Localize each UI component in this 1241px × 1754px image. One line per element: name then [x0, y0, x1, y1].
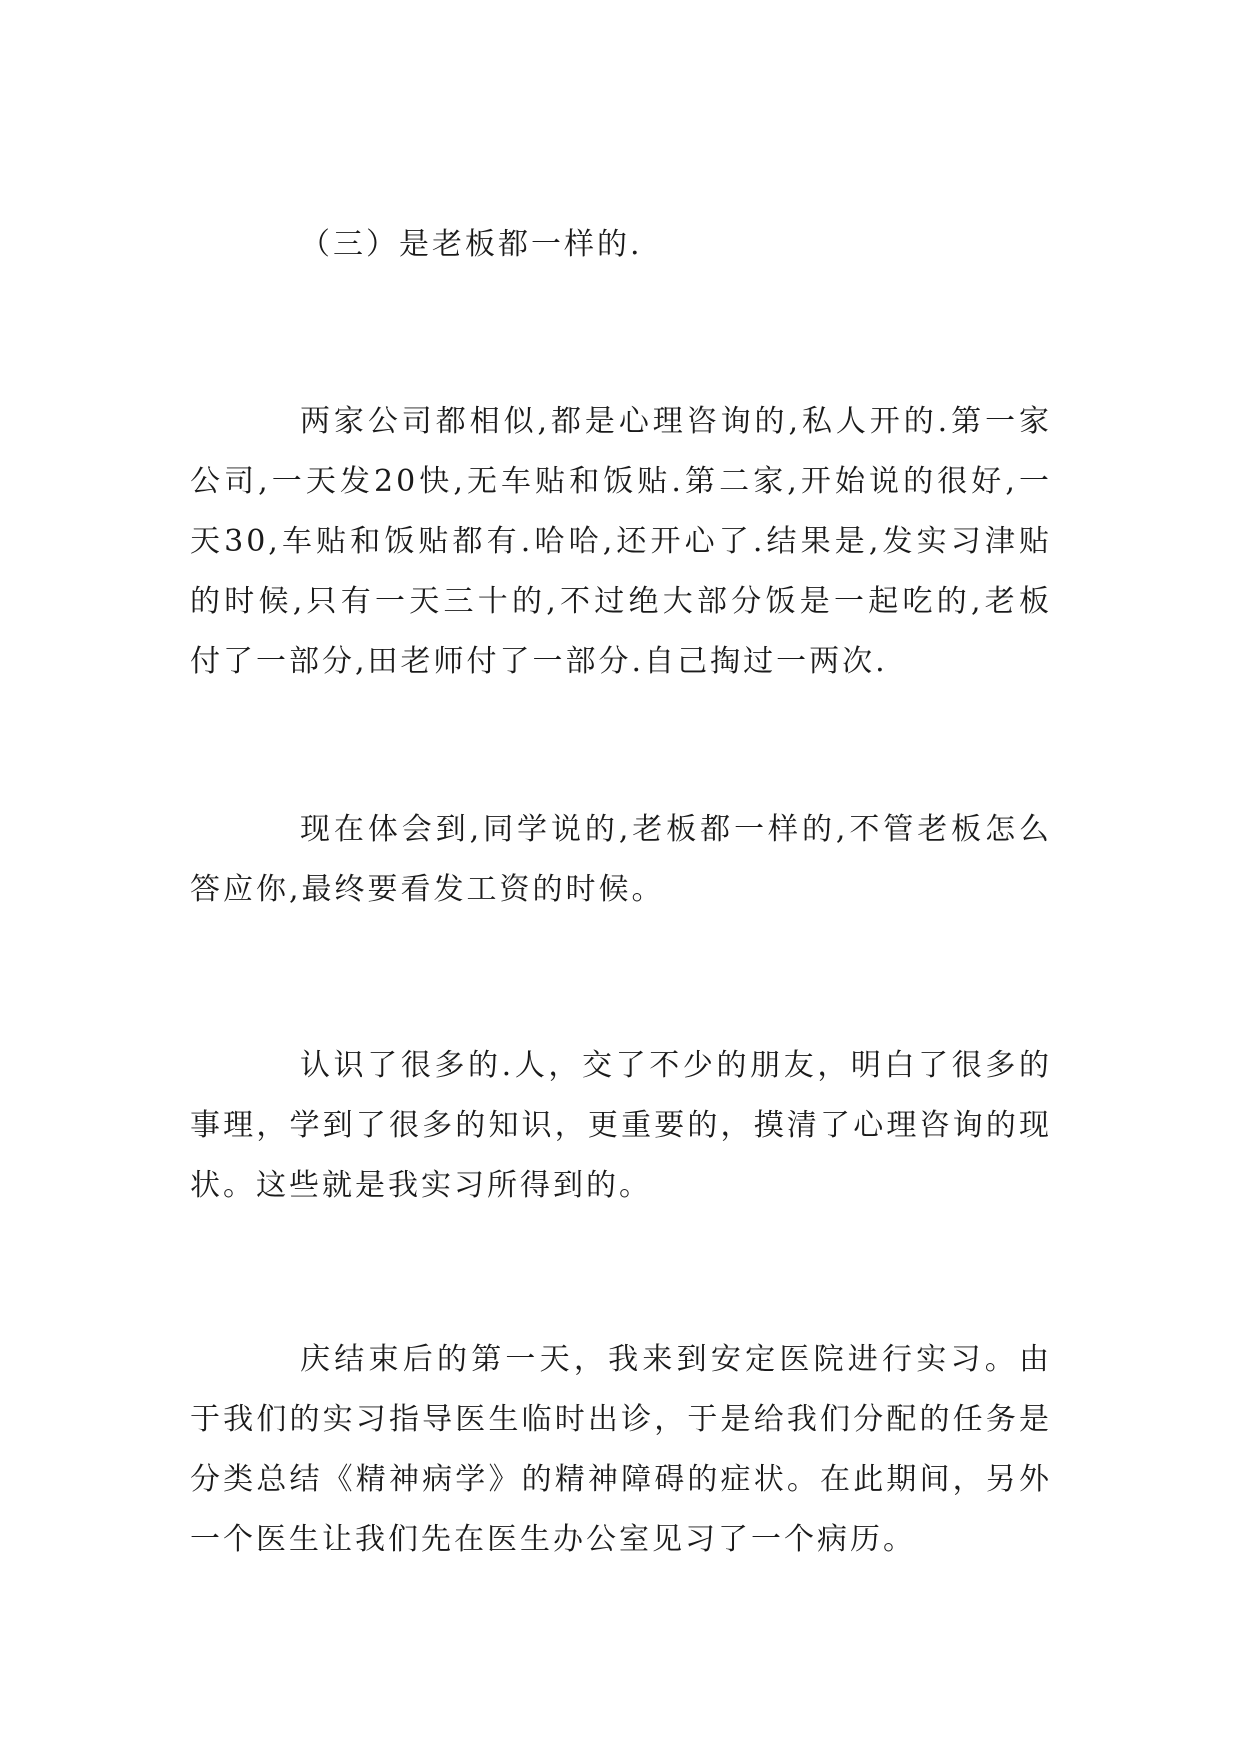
paragraph-hospital-internship: 庆结束后的第一天，我来到安定医院进行实习。由于我们的实习指导医生临时出诊，于是给我们分配的任务是分类总结《精神病学》的精神障碍的症状。在此期间，另外一个医生让我们先在医生办公室见习了一个病历。: [190, 1342, 1052, 1557]
paragraph-bosses: 现在体会到,同学说的,老板都一样的,不管老板怎么答应你,最终要看发工资的时候。: [190, 812, 1052, 907]
paragraph-companies: 两家公司都相似,都是心理咨询的,私人开的.第一家公司,一天发20快,无车贴和饭贴.第二家,开始说的很好,一天30,车贴和饭贴都有.哈哈,还开心了.结果是,发实习津贴的时候,只有一天三十的,不过绝大部分饭是一起吃的,老板付了一部分,田老师付了一部分.自己掏过一两次.: [190, 404, 1052, 679]
paragraph-gains: 认识了很多的.人，交了不少的朋友，明白了很多的事理，学到了很多的知识，更重要的，摸清了心理咨询的现状。这些就是我实习所得到的。: [190, 1048, 1052, 1203]
section-heading: （三）是老板都一样的.: [300, 227, 643, 262]
